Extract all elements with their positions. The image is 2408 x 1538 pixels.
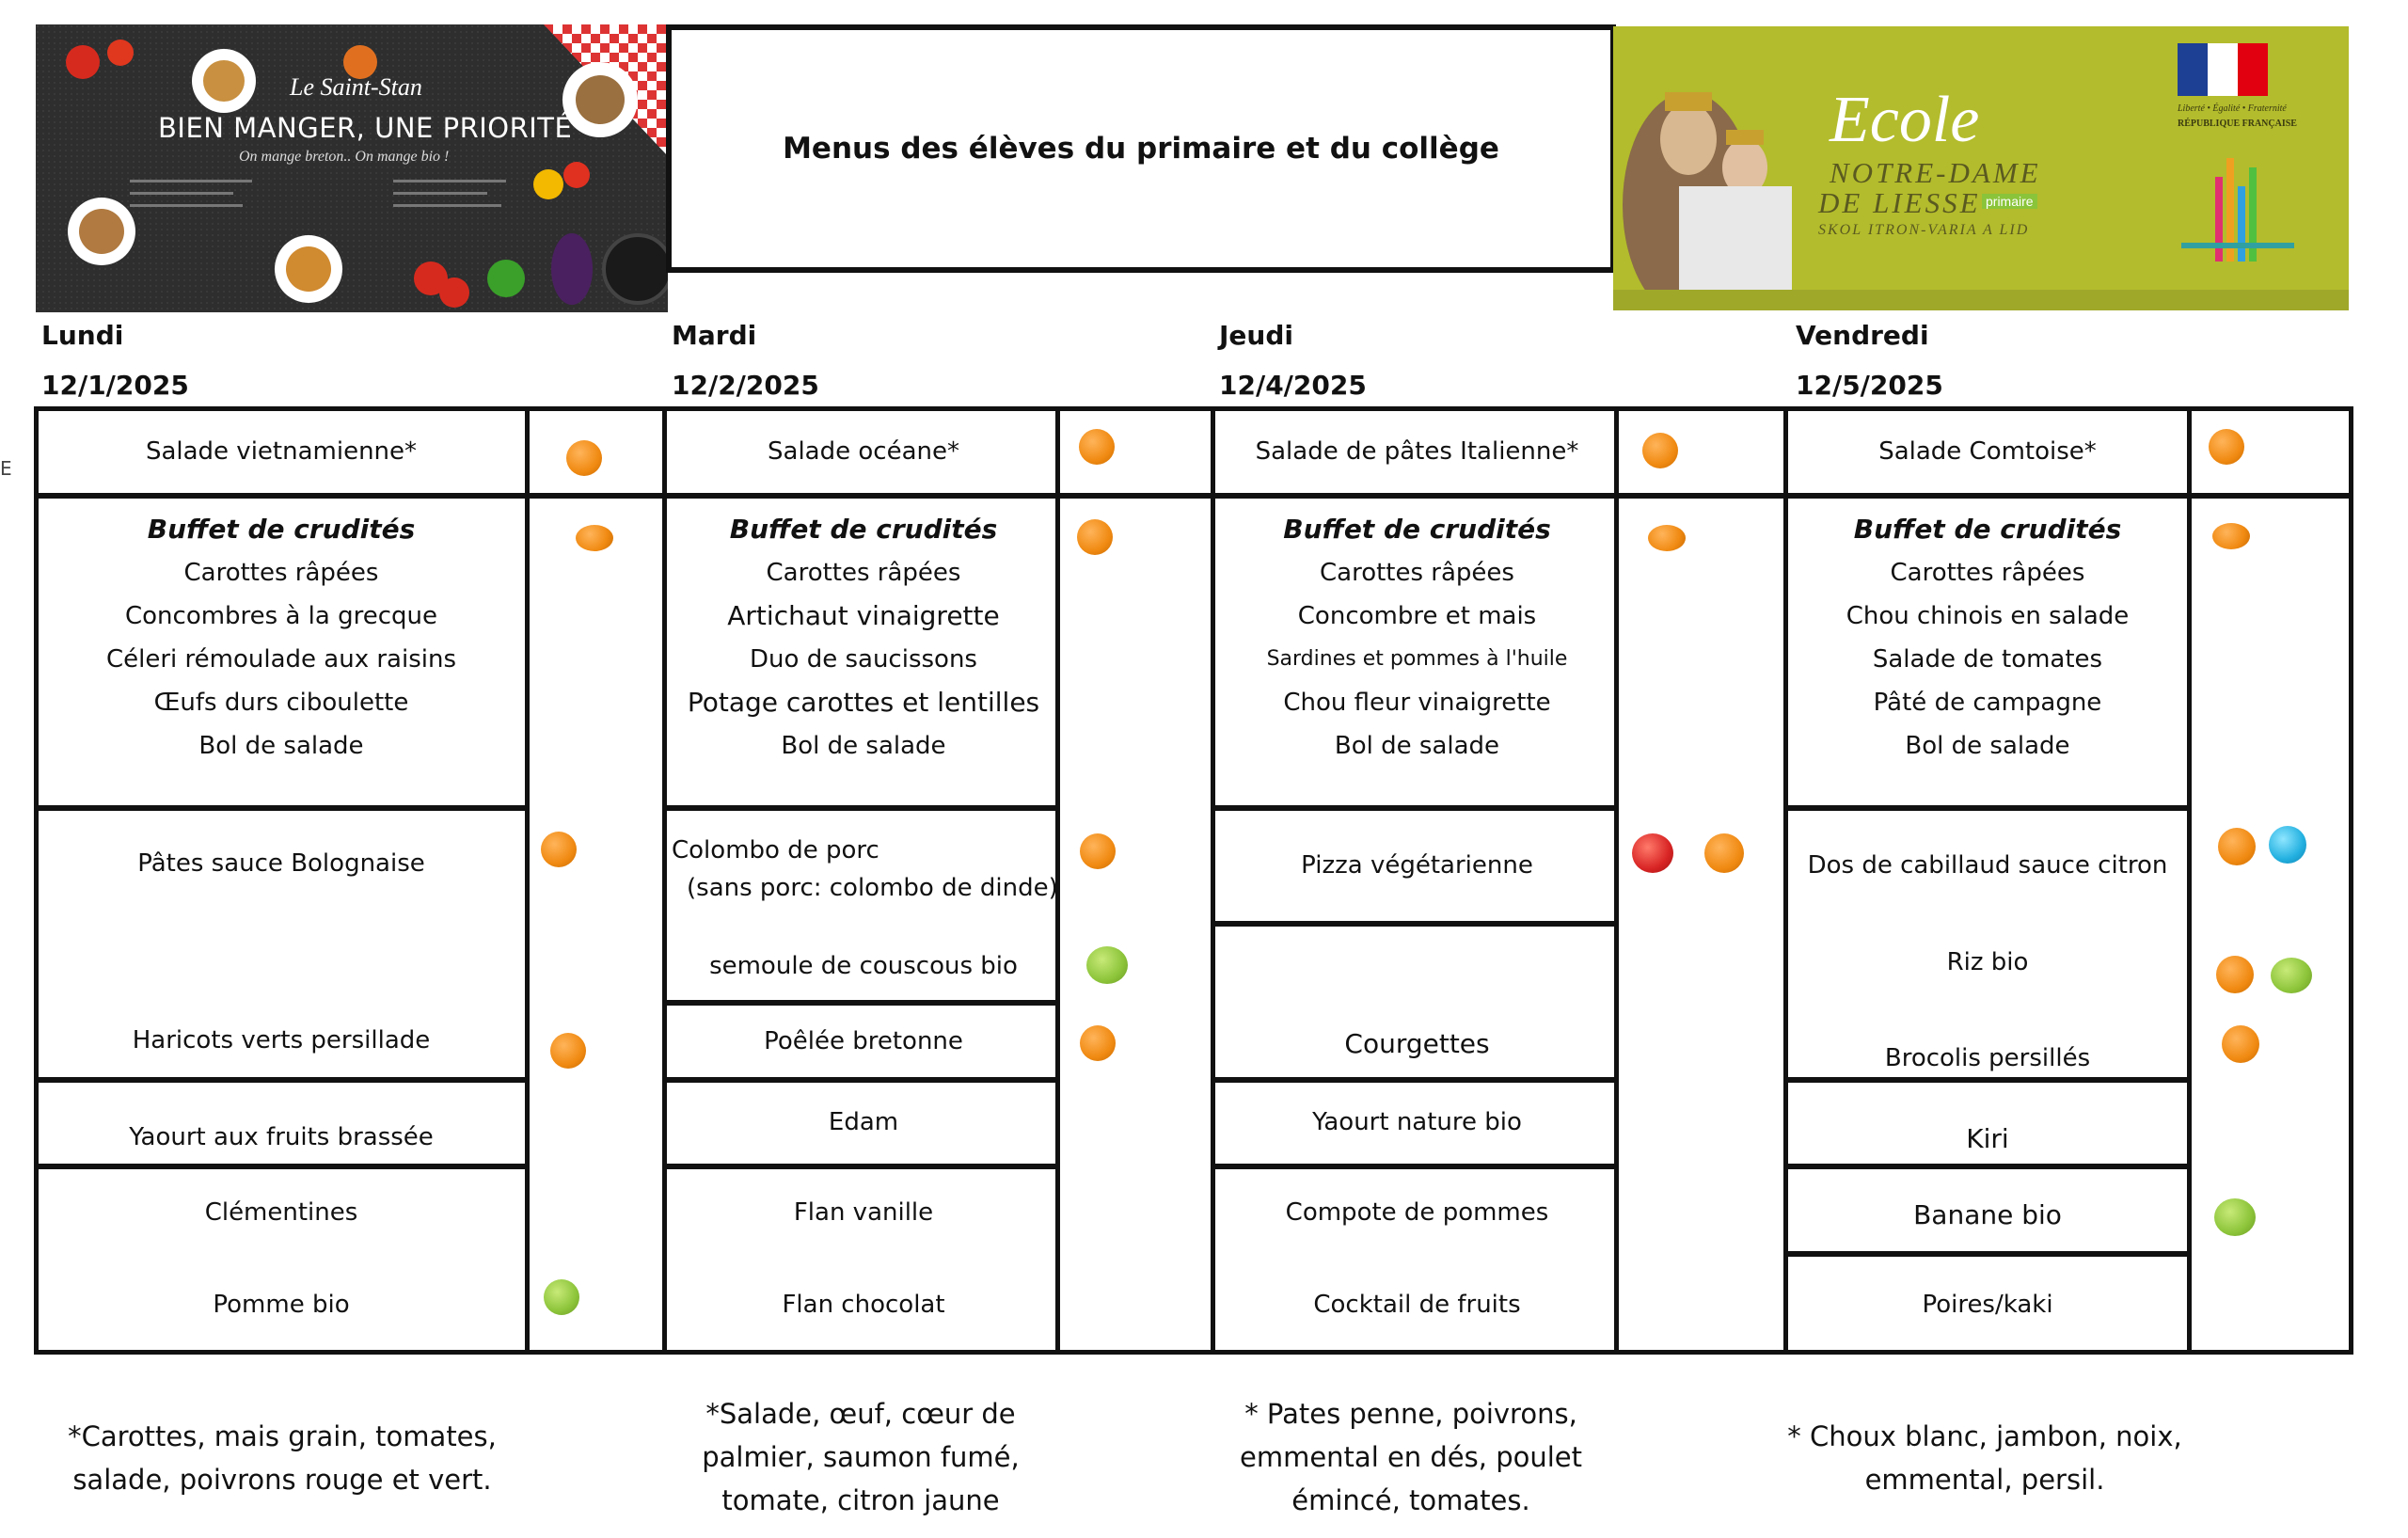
orange-dot-icon <box>2222 1025 2259 1063</box>
list-item: Concombre et mais <box>1297 602 1537 630</box>
mardi-side-1: semoule de couscous bio <box>709 952 1018 980</box>
list-item: Sardines et pommes à l'huile <box>1266 647 1568 671</box>
list-item: Œufs durs ciboulette <box>153 689 409 717</box>
green-dot-icon <box>2214 1198 2256 1236</box>
list-item: Bol de salade <box>198 732 364 760</box>
list-item: Chou chinois en salade <box>1846 602 2130 630</box>
list-item: Céleri rémoulade aux raisins <box>106 645 456 674</box>
lundi-main: Pâtes sauce Bolognaise <box>137 849 425 878</box>
day-name-mardi: Mardi <box>672 320 757 351</box>
day-name-lundi: Lundi <box>41 320 124 351</box>
orange-dot-icon <box>1080 833 1116 869</box>
orange-dot-icon <box>1080 1025 1116 1061</box>
mardi-starter: Salade océane* <box>768 437 959 466</box>
jeudi-dessert-1: Compote de pommes <box>1285 1198 1549 1227</box>
jeudi-dessert-2: Cocktail de fruits <box>1313 1291 1521 1319</box>
banner-tagline: On mange breton.. On mange bio ! <box>239 149 450 165</box>
orange-dot-icon <box>2218 828 2256 865</box>
day-date-mardi: 12/2/2025 <box>672 370 819 401</box>
orange-dot-icon <box>550 1033 586 1069</box>
mardi-dessert-1: Flan vanille <box>793 1198 934 1227</box>
jeudi-main: Pizza végétarienne <box>1301 851 1533 880</box>
school-ecole: Ecole <box>1830 84 1980 156</box>
mardi-side-2: Poêlée bretonne <box>764 1027 963 1055</box>
orange-dot-icon <box>1648 525 1686 551</box>
orange-dot-icon <box>2216 956 2254 993</box>
banner-slogan: BIEN MANGER, UNE PRIORITÉ <box>158 112 573 144</box>
vendredi-starter: Salade Comtoise* <box>1878 437 2097 466</box>
day-name-jeudi: Jeudi <box>1219 320 1293 351</box>
mardi-buffet <box>667 502 1060 805</box>
lundi-dairy: Yaourt aux fruits brassée <box>129 1123 434 1151</box>
day-name-vendredi: Vendredi <box>1796 320 1929 351</box>
blue-dot-icon <box>2269 826 2306 864</box>
list-item: Bol de salade <box>1905 732 2070 760</box>
banner-logo: Le Saint-Stan <box>290 73 422 101</box>
mardi-main: Colombo de porc (sans porc: colombo de dinde) <box>672 836 1058 902</box>
orange-dot-icon <box>1704 833 1744 873</box>
green-dot-icon <box>2271 958 2312 993</box>
buffet-title: Buffet de crudités <box>147 514 416 545</box>
buffet-title: Buffet de crudités <box>1283 514 1551 545</box>
orange-dot-icon <box>541 832 577 867</box>
school-name-2: DE LIESSE <box>1818 186 1981 219</box>
page-title: Menus des élèves du primaire et du collège <box>666 24 1616 273</box>
vendredi-side-1: Riz bio <box>1946 948 2029 976</box>
red-dot-icon <box>1632 833 1673 873</box>
buffet-title: Buffet de crudités <box>1853 514 2122 545</box>
orange-dot-icon <box>1077 519 1113 555</box>
republic-label: RÉPUBLIQUE FRANÇAISE <box>2178 119 2297 129</box>
list-item: Potage carottes et lentilles <box>687 687 1040 718</box>
vendredi-buffet <box>1788 502 2187 805</box>
list-item: Duo de saucissons <box>750 645 977 674</box>
list-item: Chou fleur vinaigrette <box>1283 689 1551 717</box>
school-name-1: NOTRE-DAME <box>1830 156 2041 189</box>
school-logo <box>1613 26 2349 310</box>
vendredi-dessert-2: Poires/kaki <box>1922 1291 2053 1319</box>
lundi-side: Haricots verts persillade <box>132 1026 431 1054</box>
jeudi-side: Courgettes <box>1344 1028 1490 1059</box>
list-item: Salade de tomates <box>1872 645 2103 674</box>
lundi-starter: Salade vietnamienne* <box>145 437 418 466</box>
day-date-lundi: 12/1/2025 <box>41 370 189 401</box>
jeudi-buffet <box>1215 502 1619 805</box>
stray-mark: E <box>0 457 12 480</box>
lundi-dessert-2: Pomme bio <box>213 1291 350 1319</box>
footnote-vendredi: * Choux blanc, jambon, noix, emmental, persil. <box>1787 1420 2182 1496</box>
vendredi-main: Dos de cabillaud sauce citron <box>1807 851 2168 880</box>
buffet-title: Buffet de crudités <box>729 514 998 545</box>
list-item: Bol de salade <box>781 732 946 760</box>
orange-dot-icon <box>2212 523 2250 549</box>
orange-dot-icon <box>2209 429 2244 465</box>
day-date-jeudi: 12/4/2025 <box>1219 370 1367 401</box>
school-badge: primaire <box>1982 194 2037 209</box>
orange-dot-icon <box>566 440 602 476</box>
list-item: Carottes râpées <box>183 559 379 587</box>
orange-dot-icon <box>1642 433 1678 468</box>
list-item: Pâté de campagne <box>1873 689 2102 717</box>
orange-dot-icon <box>1079 429 1115 465</box>
lundi-buffet <box>38 502 525 805</box>
mardi-dairy: Edam <box>828 1108 899 1136</box>
day-date-vendredi: 12/5/2025 <box>1796 370 1943 401</box>
list-item: Artichaut vinaigrette <box>727 600 1000 631</box>
list-item: Carottes râpées <box>1320 559 1514 587</box>
banner-illustration <box>36 24 668 312</box>
green-dot-icon <box>544 1279 579 1315</box>
orange-dot-icon <box>576 525 613 551</box>
vendredi-dairy: Kiri <box>1966 1123 2009 1154</box>
green-dot-icon <box>1086 946 1128 984</box>
footnote-jeudi: * Pates penne, poivrons, emmental en dés, poulet émincé, tomates. <box>1239 1398 1582 1516</box>
lundi-dessert-1: Clémentines <box>204 1198 358 1227</box>
republic-motto: Liberté • Égalité • Fraternité <box>2178 103 2287 114</box>
jeudi-starter: Salade de pâtes Italienne* <box>1255 437 1579 466</box>
vendredi-dessert-1: Banane bio <box>1913 1199 2062 1230</box>
mardi-dessert-2: Flan chocolat <box>782 1291 945 1319</box>
footnote-mardi: *Salade, œuf, cœur de palmier, saumon fumé, tomate, citron jaune <box>702 1398 1020 1516</box>
vendredi-side-2: Brocolis persillés <box>1884 1044 2091 1072</box>
footnote-lundi: *Carottes, mais grain, tomates, salade, poivrons rouge et vert. <box>68 1420 497 1496</box>
republique-francaise-logo <box>2178 43 2268 96</box>
list-item: Carottes râpées <box>766 559 961 587</box>
list-item: Bol de salade <box>1334 732 1500 760</box>
list-item: Concombres à la grecque <box>124 602 437 630</box>
restaurant-banner <box>36 24 668 312</box>
school-breton: SKOL ITRON-VARIA A LID <box>1818 222 2030 238</box>
jeudi-dairy: Yaourt nature bio <box>1312 1108 1522 1136</box>
list-item: Carottes râpées <box>1890 559 2085 587</box>
